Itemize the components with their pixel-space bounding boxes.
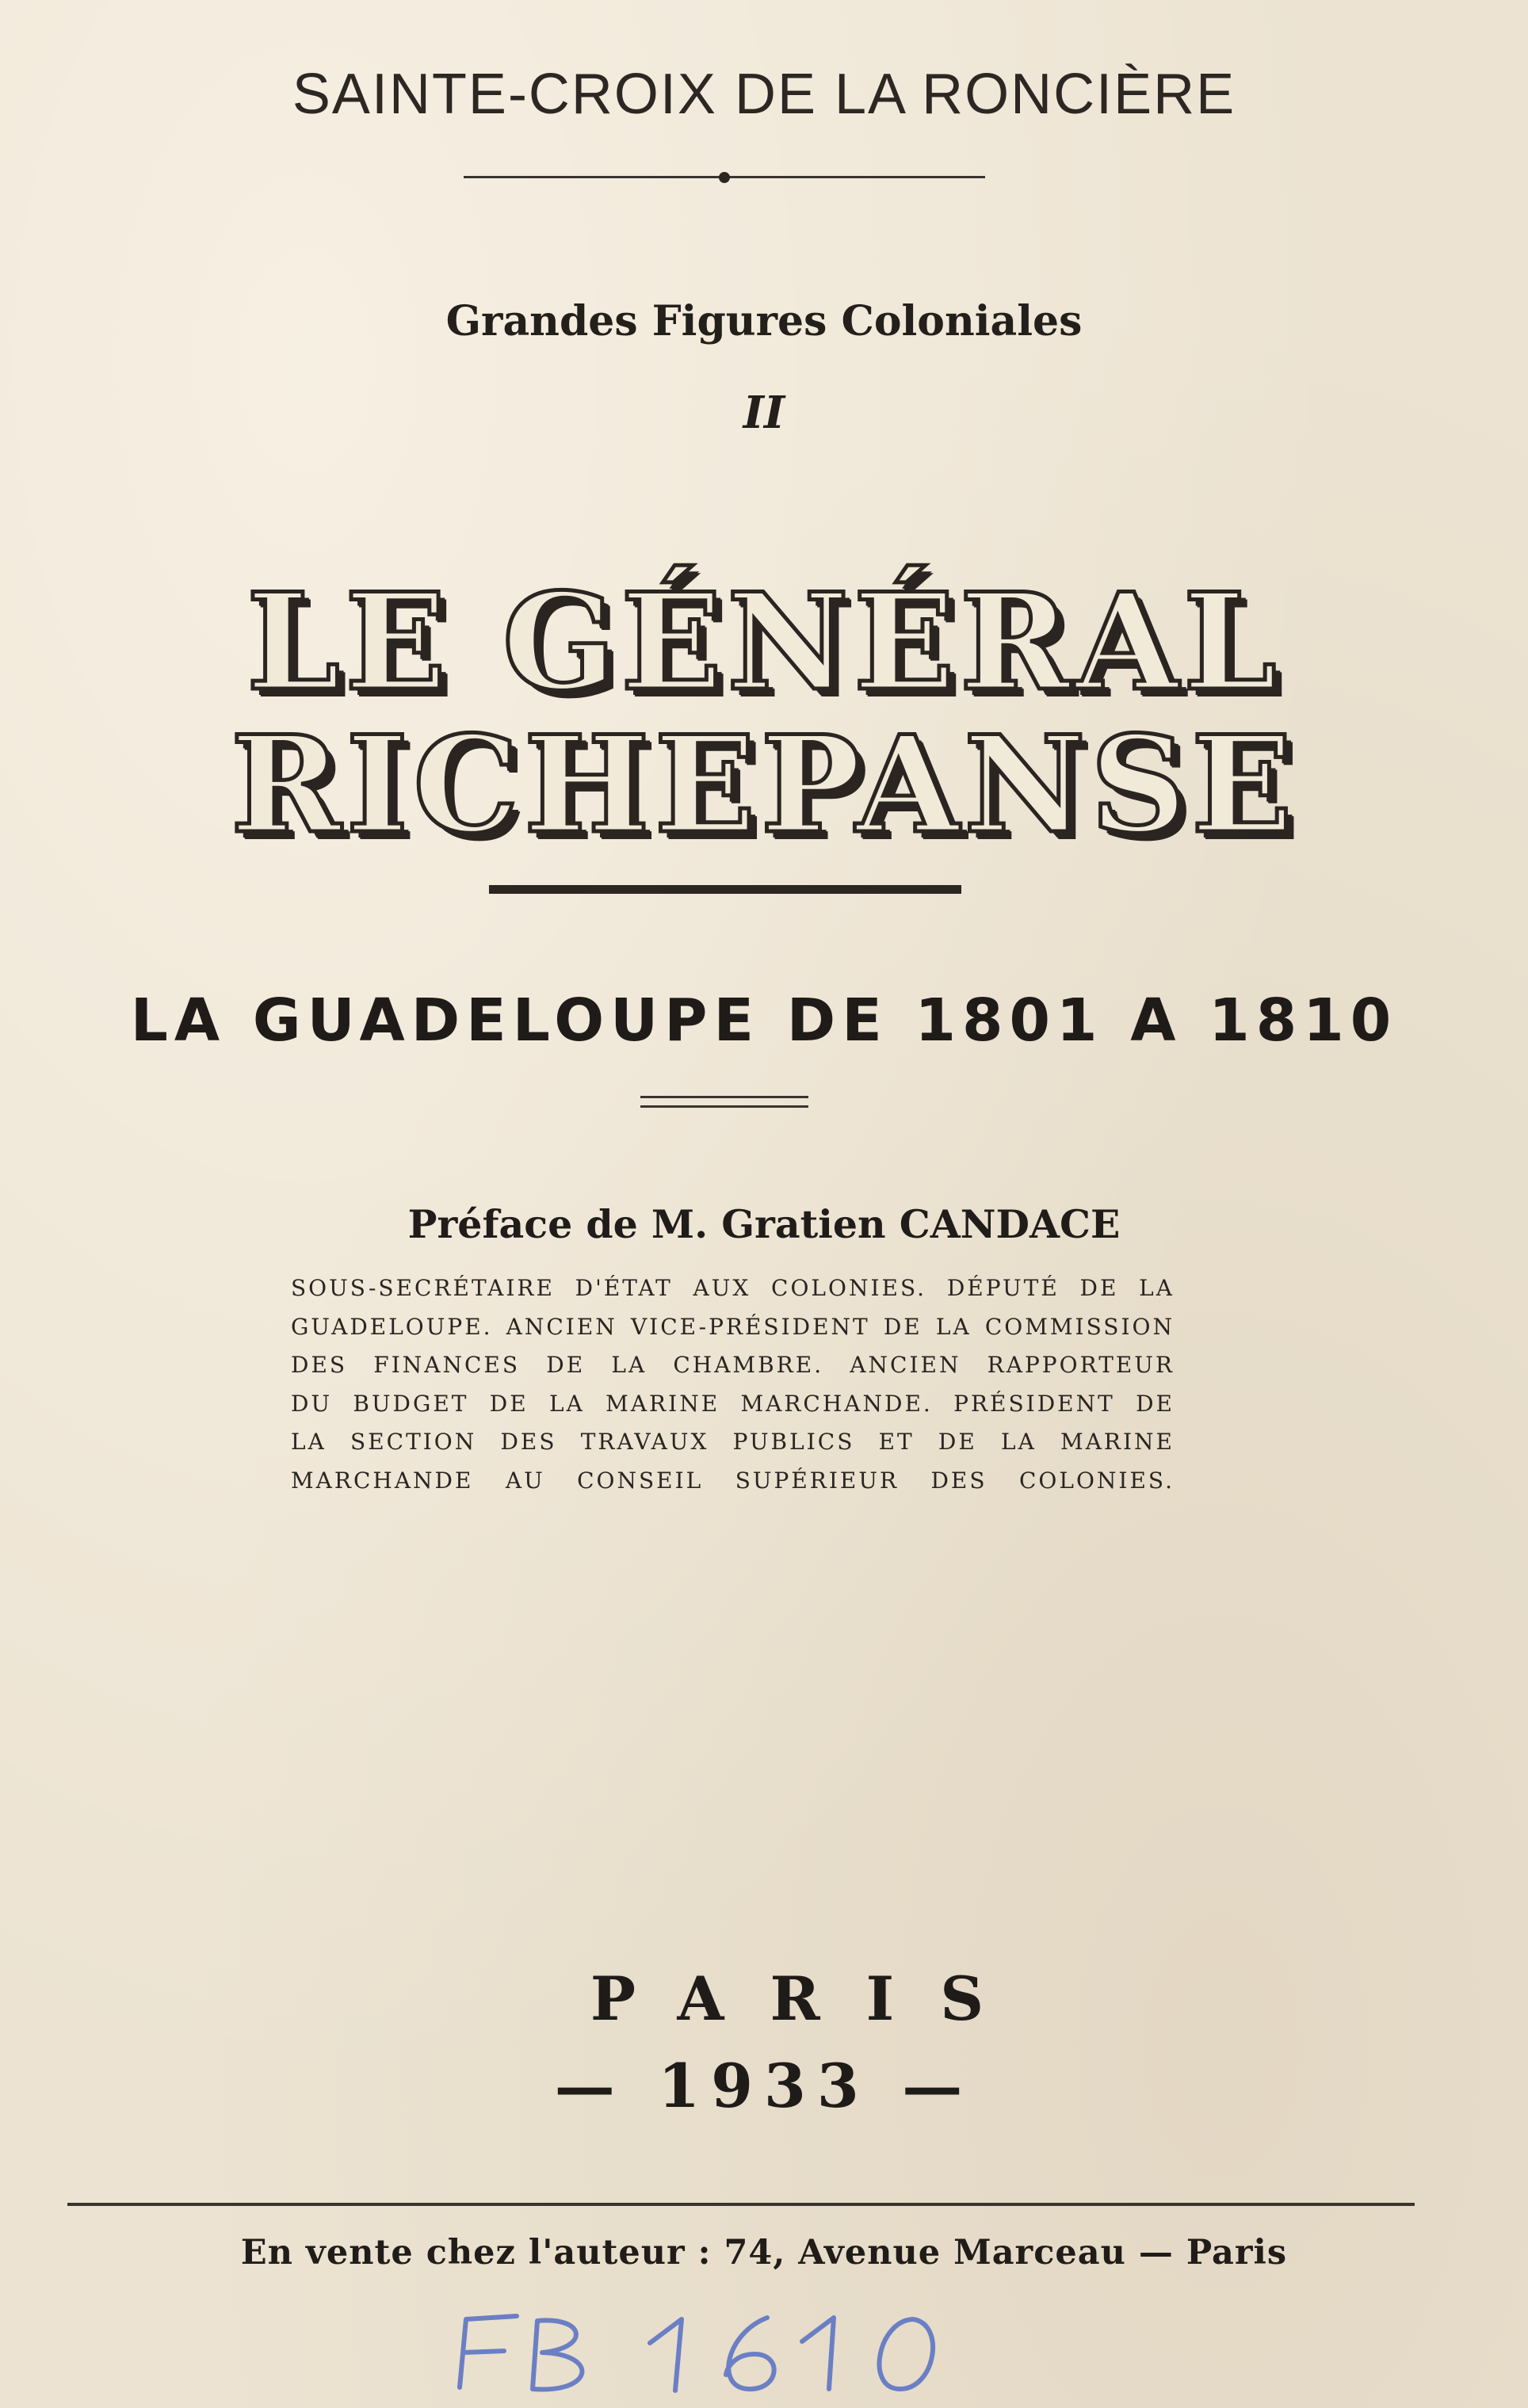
bottom-divider <box>67 2203 1415 2206</box>
double-divider <box>640 1096 808 1110</box>
subtitle: LA GUADELOUPE DE 1801 A 1810 <box>130 986 1398 1055</box>
series-title: Grandes Figures Coloniales <box>445 297 1083 345</box>
dotted-divider <box>464 176 985 178</box>
credentials-line: MARCHANDE AU CONSEIL SUPÉRIEUR DES COLONIES. <box>291 1467 1175 1494</box>
credentials-line: LA SECTION DES TRAVAUX PUBLICS ET DE LA MARINE <box>291 1429 1175 1455</box>
author-name: SAINTE-CROIX DE LA RONCIÈRE <box>292 63 1236 126</box>
volume-number: II <box>743 387 785 439</box>
credentials-line: GUADELOUPE. ANCIEN VICE-PRÉSIDENT DE LA COMMISSION <box>291 1313 1175 1340</box>
preface-credit: Préface de M. Gratien CANDACE <box>407 1201 1121 1247</box>
credentials-line: DU BUDGET DE LA MARINE MARCHANDE. PRÉSIDENT DE <box>291 1390 1175 1417</box>
publication-city: PARIS <box>590 1963 1030 2034</box>
main-title-line-1: LE GÉNÉRAL <box>246 563 1282 720</box>
credentials-line: DES FINANCES DE LA CHAMBRE. ANCIEN RAPPORTEUR <box>291 1352 1175 1378</box>
credentials-line: SOUS-SECRÉTAIRE D'ÉTAT AUX COLONIES. DÉPUTÉ DE LA <box>291 1275 1175 1301</box>
publication-year: — 1933 — <box>554 2051 974 2121</box>
thick-divider <box>489 885 961 894</box>
main-title-line-2: RICHEPANSE <box>230 706 1298 863</box>
handwritten-call-number <box>444 2302 1014 2397</box>
divider-dot <box>719 172 730 183</box>
preface-author-credentials <box>291 1269 1175 1500</box>
sale-notice: En vente chez l'auteur : 74, Avenue Marceau — Paris <box>240 2233 1288 2273</box>
